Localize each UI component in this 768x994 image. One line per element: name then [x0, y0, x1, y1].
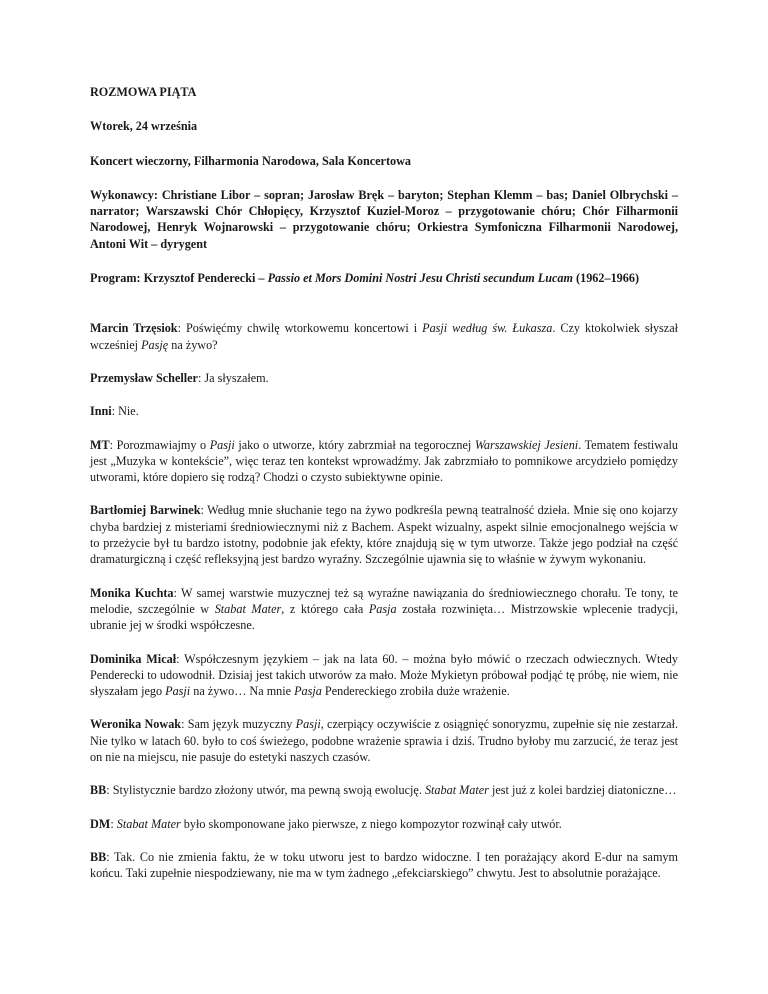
utterance-text: . Tematem festiwalu jest „Muzyka w kontekście”, więc teraz ten kontekst wprowadźmy. Jak zabrzmiało to pomnikowe arcydzieło pomiędzy utworami, które dopiero się rodzą? Chodzi o czysto subiektywne opinie. — [90, 437, 678, 485]
utterance-text: : — [110, 816, 117, 831]
utterance-text: : Sam język muzyczny — [181, 717, 296, 732]
italic-title: Stabat Mater — [424, 783, 489, 798]
dialogue-paragraph — [90, 782, 678, 798]
dialogue-paragraph — [90, 585, 678, 634]
speaker-name: Bartłomiej Barwinek — [90, 503, 201, 518]
italic-title: Pasji — [165, 684, 191, 699]
dialogue-section — [90, 320, 678, 881]
utterance-text: było skomponowane jako pierwsze, z niego kompozytor rozwinął cały utwór. — [180, 816, 562, 831]
italic-title: Pasji według św. Łukasza — [422, 321, 553, 336]
italic-title: Pasja — [294, 684, 322, 699]
italic-title: Pasji — [295, 717, 321, 732]
utterance-text: : W samej warstwie muzycznej też są wyraźne nawiązania do średniowiecznego chorału. Te tony, te melodie, szczególnie w — [90, 585, 679, 616]
dialogue-paragraph — [90, 651, 678, 700]
speaker-name: Weronika Nowak — [90, 717, 182, 732]
utterance-text: na żywo… Na mnie — [190, 684, 295, 699]
dialogue-paragraph — [90, 320, 678, 353]
italic-title: Pasja — [368, 601, 397, 616]
program-work-title: Passio et Mors Domini Nostri Jesu Christi secundum Lucam — [267, 271, 573, 286]
speaker-name: Inni — [90, 404, 112, 419]
program-years: (1962–1966) — [573, 271, 640, 286]
speaker-name: BB — [90, 783, 107, 798]
italic-title: Pasji — [209, 437, 235, 452]
dialogue-paragraph — [90, 403, 678, 419]
utterance-text: : Porozmawiajmy o — [109, 437, 210, 452]
utterance-text: : Ja słyszałem. — [197, 370, 269, 385]
utterance-text: Pendereckiego zrobiła duże wrażenie. — [321, 684, 510, 699]
speaker-name: Monika Kuchta — [90, 585, 174, 600]
speaker-name: Przemysław Scheller — [90, 370, 198, 385]
event-venue: Koncert wieczorny, Filharmonia Narodowa, Sala Koncertowa — [90, 153, 412, 168]
italic-title: Pasję — [141, 337, 169, 352]
program-line — [90, 270, 678, 286]
utterance-text: : Według mnie słuchanie tego na żywo podkreśla pewną teatralność dzieła. Mnie się ono kojarzy chyba bardziej z misteriami średniowiecznymi niż z Bachem. Aspekt wizualny, aspekt silnie emocjonalnego wejścia w to przeżycie był tu bardzo istotny, podobnie jak efekty, które znajdują się w tym utworze. Także jego podział na część dramaturgiczną i część refleksyjną jest bardzo wyraźny. Szczególnie ujawnia się to właśnie w żywym wykonaniu. — [90, 503, 678, 567]
italic-title: Stabat Mater — [116, 816, 181, 831]
utterance-text: jako o utworze, który zabrzmiał na tegorocznej — [234, 437, 475, 452]
utterance-text: , czerpiący oczywiście z osiągnięć sonoryzmu, zupełnie się nie zestarzał. Nie tylko w latach 60. było to coś świeżego, podobne wrażenie sprawia i dziś. Trudno byłoby mu zarzucić, że teraz jest on nie na miejscu, nie pasuje do estetyki naszych czasów. — [90, 717, 678, 765]
performers-list: Wykonawcy: Christiane Libor – sopran; Jarosław Bręk – baryton; Stephan Klemm – bas; Daniel Olbrychski – narrator; Warszawski Chór Chłopięcy, Krzysztof Kuziel-Moroz – przygotowanie chóru; Chór Filharmonii Narodowej, Henryk Wojnarowski – przygotowanie chóru; Orkiestra Symfoniczna Filharmonii Narodowej, Antoni Wit – dyrygent — [90, 187, 678, 251]
utterance-text: . Czy ktokolwiek słyszał wcześniej — [90, 321, 679, 352]
italic-title: Stabat Mater — [214, 601, 282, 616]
utterance-text: na żywo? — [168, 337, 218, 352]
utterance-text: : Poświęćmy chwilę wtorkowemu koncertowi i — [177, 321, 423, 336]
speaker-name: Marcin Trzęsiok — [90, 321, 178, 336]
italic-title: Warszawskiej Jesieni — [474, 437, 579, 452]
utterance-text: : Tak. Co nie zmienia faktu, że w toku utworu jest to bardzo widoczne. I ten porażający akord E-dur na samym końcu. Taki zupełnie niespodziewany, nie ma w tym żadnego „efekciarskiego” chwytu. Jest to absolutnie porażające. — [90, 849, 678, 881]
speaker-name: Dominika Micał — [90, 651, 177, 666]
dialogue-paragraph — [90, 437, 678, 486]
utterance-text: : Nie. — [111, 404, 139, 419]
utterance-text: jest już z kolei bardziej diatoniczne… — [488, 783, 677, 798]
speaker-name: BB — [90, 849, 107, 864]
utterance-text: , z którego cała — [281, 601, 369, 616]
program-prefix: Program: Krzysztof Penderecki – — [90, 271, 268, 286]
utterance-text: : Stylistycznie bardzo złożony utwór, ma pewną swoją ewolucję. — [106, 783, 425, 798]
event-date: Wtorek, 24 września — [90, 119, 198, 134]
dialogue-paragraph — [90, 716, 678, 765]
speaker-name: MT — [90, 437, 110, 452]
dialogue-paragraph — [90, 370, 678, 386]
conversation-title: ROZMOWA PIĄTA — [90, 85, 197, 99]
dialogue-paragraph — [90, 502, 678, 567]
dialogue-paragraph — [90, 849, 678, 882]
dialogue-paragraph — [90, 816, 678, 832]
speaker-name: DM — [90, 816, 111, 831]
utterance-text: została rozwinięta… Mistrzowskie wplecenie tradycji, ubranie jej w środki współczesne. — [90, 601, 678, 633]
utterance-text: : Współczesnym językiem – jak na lata 60. – można było mówić o rzeczach odwiecznych. Wtedy Penderecki to udowodnił. Dzisiaj jest takich utworów za mało. Może Mykietyn próbował podjąć tę próbę, nie wiem, nie słyszałam jego — [90, 651, 678, 699]
